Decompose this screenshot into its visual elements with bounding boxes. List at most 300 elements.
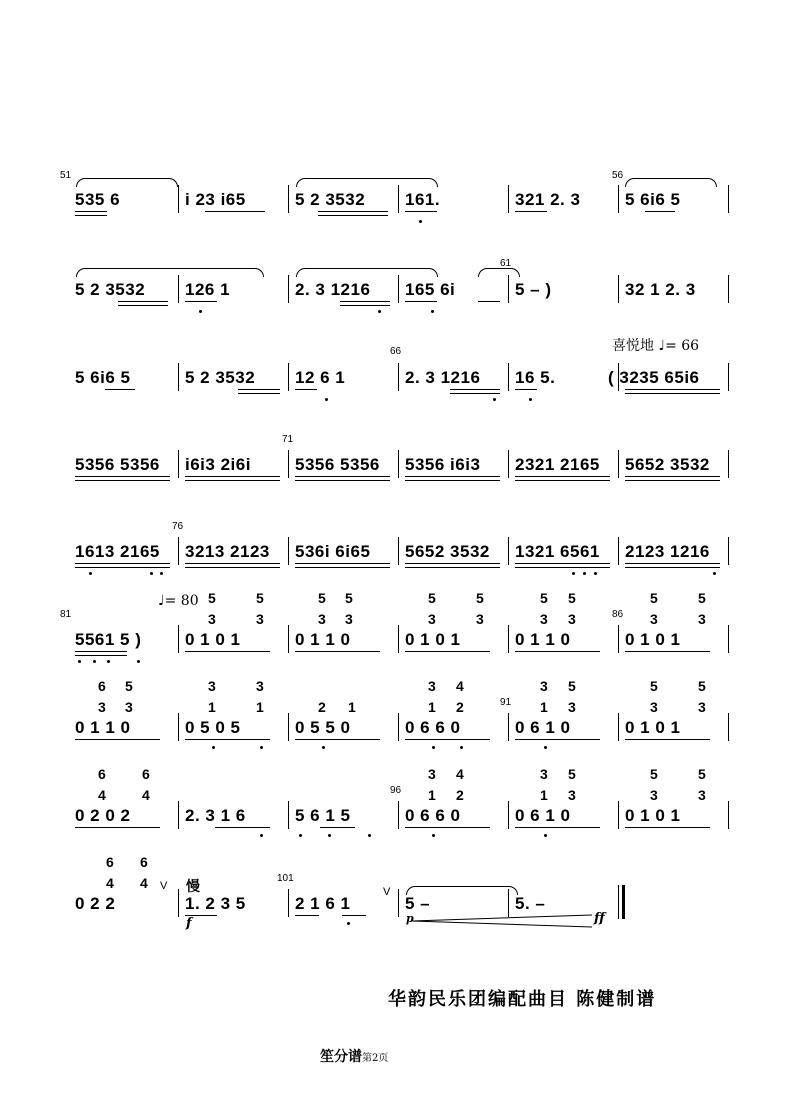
dynamic-piano: p	[406, 912, 414, 925]
underline	[75, 211, 107, 212]
barline	[508, 450, 509, 478]
slur	[625, 178, 717, 187]
measure: 0 1 0 1	[185, 630, 241, 649]
measure: 5561 5 )	[75, 630, 142, 649]
harmony-note: 2	[456, 787, 464, 803]
underline	[515, 211, 547, 212]
measure: 5 –	[405, 894, 431, 913]
barline	[288, 363, 289, 391]
slur	[296, 268, 438, 277]
measure: 0 1 0 1	[405, 630, 461, 649]
underline	[478, 301, 500, 302]
underline	[405, 651, 490, 652]
harmony-note: 3	[208, 611, 216, 627]
underline	[185, 563, 280, 564]
low-dot	[572, 572, 575, 575]
barline	[288, 537, 289, 565]
harmony-note: 3	[125, 699, 133, 715]
barline	[618, 450, 619, 478]
harmony-note: 5	[650, 590, 658, 606]
low-dot	[93, 660, 96, 663]
barline	[508, 537, 509, 565]
barline	[508, 801, 509, 829]
barline	[178, 363, 179, 391]
measure: 3213 2123	[185, 542, 270, 561]
barline	[398, 275, 399, 303]
underline	[185, 480, 280, 481]
underline	[105, 389, 135, 390]
underline	[215, 827, 270, 828]
measure: 321 2. 3	[515, 190, 581, 209]
barline	[728, 625, 729, 653]
harmony-note: 3	[318, 611, 326, 627]
harmony-note: 6	[98, 766, 106, 782]
measure: 2 1 6 1	[295, 894, 351, 913]
harmony-note: 3	[698, 699, 706, 715]
barline	[728, 713, 729, 741]
measure: 12 6 1	[295, 368, 346, 387]
measure: 0 6 1 0	[515, 806, 571, 825]
underline	[405, 301, 437, 302]
crescendo-hairpin-icon	[412, 914, 597, 928]
harmony-note: 4	[106, 875, 114, 891]
measure-number: 96	[390, 785, 402, 796]
underline	[515, 567, 610, 568]
underline	[340, 301, 390, 302]
underline	[118, 305, 168, 306]
measure: 5652 3532	[625, 455, 710, 474]
barline	[178, 275, 179, 303]
underline	[238, 389, 280, 390]
measure: 5356 5356	[75, 455, 160, 474]
low-dot	[431, 310, 434, 313]
low-dot	[322, 746, 325, 749]
underline	[185, 567, 280, 568]
measure: 32 1 2. 3	[625, 280, 696, 299]
harmony-note: 5	[540, 590, 548, 606]
harmony-note: 6	[98, 678, 106, 694]
underline	[75, 567, 170, 568]
measure-number: 61	[500, 258, 512, 269]
measure: 535 6	[75, 190, 121, 209]
measure: 0 1 1 0	[75, 718, 131, 737]
measure: 2. 3 1216	[295, 280, 371, 299]
underline	[405, 827, 490, 828]
harmony-note: 3	[540, 678, 548, 694]
measure: 126 1	[185, 280, 231, 299]
barline	[288, 889, 289, 917]
harmony-note: 3	[650, 787, 658, 803]
harmony-note: 5	[698, 678, 706, 694]
harmony-note: 5	[345, 590, 353, 606]
measure-number: 81	[60, 609, 72, 620]
footer-page: 第2页	[362, 1053, 389, 1064]
underline	[625, 567, 720, 568]
slur	[76, 268, 264, 277]
barline	[178, 801, 179, 829]
low-dot	[419, 220, 422, 223]
tempo-marking	[612, 335, 699, 355]
low-dot	[544, 834, 547, 837]
harmony-note: 3	[345, 611, 353, 627]
final-barline-thin	[618, 885, 619, 919]
measure: 1. 2 3 5	[185, 894, 246, 913]
measure-number: 91	[500, 697, 512, 708]
final-barline-thick	[622, 885, 625, 919]
measure-number: 56	[612, 170, 624, 181]
barline	[178, 537, 179, 565]
harmony-note: 4	[456, 766, 464, 782]
measure: 2123 1216	[625, 542, 710, 561]
barline	[508, 889, 509, 917]
underline	[295, 563, 390, 564]
low-dot	[160, 572, 163, 575]
barline	[288, 625, 289, 653]
barline	[178, 889, 179, 917]
underline	[75, 739, 160, 740]
quarter-note-icon: ♩	[158, 593, 165, 609]
underline	[515, 827, 600, 828]
barline	[728, 801, 729, 829]
underline	[75, 480, 170, 481]
barline	[178, 625, 179, 653]
measure: 0 1 0 1	[625, 806, 681, 825]
low-dot	[432, 834, 435, 837]
barline	[728, 450, 729, 478]
harmony-note: 2	[456, 699, 464, 715]
measure-number: 66	[390, 346, 402, 357]
measure: 5 2 3532	[185, 368, 256, 387]
underline	[515, 563, 610, 564]
barline	[398, 801, 399, 829]
underline	[405, 480, 500, 481]
barline	[728, 185, 729, 213]
measure: 5 2 3532	[295, 190, 366, 209]
slur	[478, 268, 520, 277]
underline	[645, 211, 675, 212]
harmony-note: 6	[142, 766, 150, 782]
underline	[295, 480, 390, 481]
underline	[295, 389, 317, 390]
footer-title: 笙分谱	[320, 1049, 362, 1065]
low-dot	[347, 922, 350, 925]
slow-marking: 慢	[186, 879, 200, 895]
harmony-note: 3	[650, 699, 658, 715]
arranger-credit: 华韵民乐团编配曲目 陈健制谱	[388, 989, 657, 1010]
harmony-note: 5	[428, 590, 436, 606]
barline	[508, 185, 509, 213]
measure: 1321 6561	[515, 542, 600, 561]
underline	[295, 567, 390, 568]
barline	[288, 713, 289, 741]
barline	[288, 801, 289, 829]
harmony-note: 3	[568, 611, 576, 627]
low-dot	[544, 746, 547, 749]
measure: 0 6 6 0	[405, 718, 461, 737]
dynamic-fortissimo: ff	[594, 911, 605, 926]
underline	[318, 211, 388, 212]
harmony-note: 3	[540, 766, 548, 782]
underline	[515, 651, 600, 652]
underline	[75, 655, 127, 656]
barline	[288, 450, 289, 478]
harmony-note: 3	[650, 611, 658, 627]
barline	[508, 363, 509, 391]
dynamic-forte: f	[186, 916, 192, 931]
underline	[405, 476, 500, 477]
measure: 5356 5356	[295, 455, 380, 474]
measure: 161.	[405, 190, 441, 209]
barline	[508, 625, 509, 653]
measure: i6i3 2i6i	[185, 455, 251, 474]
breath-mark-icon: V	[160, 880, 168, 892]
harmony-note: 6	[140, 854, 148, 870]
low-dot	[137, 660, 140, 663]
harmony-note: 3	[428, 678, 436, 694]
underline	[185, 301, 217, 302]
underline	[625, 739, 710, 740]
underline	[625, 563, 720, 564]
barline	[618, 275, 619, 303]
underline	[295, 476, 390, 477]
measure: 0 1 0 1	[625, 718, 681, 737]
low-dot	[460, 746, 463, 749]
barline	[728, 537, 729, 565]
measure: 1613 2165	[75, 542, 160, 561]
slur	[296, 178, 438, 187]
quarter-note-icon: ♩	[658, 338, 666, 354]
harmony-note: 5	[318, 590, 326, 606]
harmony-note: 1	[428, 699, 436, 715]
underline	[320, 827, 355, 828]
barline	[178, 713, 179, 741]
measure: i 23 i65	[185, 190, 246, 209]
slur	[76, 178, 178, 187]
page-footer	[320, 1046, 388, 1066]
measure: 16 5.	[515, 368, 556, 387]
low-dot	[212, 746, 215, 749]
underline	[405, 567, 500, 568]
harmony-note: 1	[540, 787, 548, 803]
underline	[238, 393, 280, 394]
harmony-note: 3	[698, 787, 706, 803]
underline	[625, 393, 720, 394]
underline	[75, 476, 170, 477]
harmony-note: 1	[256, 699, 264, 715]
harmony-note: 5	[568, 590, 576, 606]
underline	[185, 476, 280, 477]
measure: 0 5 0 5	[185, 718, 241, 737]
barline	[288, 185, 289, 213]
harmony-note: 3	[568, 699, 576, 715]
barline	[398, 713, 399, 741]
barline	[618, 537, 619, 565]
low-dot	[328, 834, 331, 837]
harmony-note: 4	[140, 875, 148, 891]
underline	[75, 651, 127, 652]
underline	[318, 215, 388, 216]
harmony-note: 5	[208, 590, 216, 606]
measure: 0 1 0 1	[625, 630, 681, 649]
harmony-note: 3	[98, 699, 106, 715]
underline	[405, 563, 500, 564]
measure: 5 6 1 5	[295, 806, 351, 825]
measure: 536i 6i65	[295, 542, 371, 561]
low-dot	[107, 660, 110, 663]
harmony-note: 5	[476, 590, 484, 606]
measure: 0 1 1 0	[515, 630, 571, 649]
underline	[625, 651, 710, 652]
underline	[75, 563, 170, 564]
low-dot	[325, 398, 328, 401]
underline	[118, 301, 168, 302]
low-dot	[150, 572, 153, 575]
harmony-note: 5	[256, 590, 264, 606]
measure-number: 51	[60, 170, 72, 181]
underline	[295, 651, 380, 652]
measure: 5652 3532	[405, 542, 490, 561]
harmony-note: 2	[318, 699, 326, 715]
harmony-note: 5	[568, 766, 576, 782]
harmony-note: 3	[476, 611, 484, 627]
harmony-note: 5	[650, 766, 658, 782]
underline	[185, 739, 270, 740]
underline	[340, 305, 390, 306]
underline	[625, 476, 720, 477]
low-dot	[594, 572, 597, 575]
underline	[295, 739, 380, 740]
barline	[508, 275, 509, 303]
harmony-note: 1	[348, 699, 356, 715]
measure-number: 76	[172, 521, 184, 532]
underline	[515, 476, 610, 477]
barline	[398, 450, 399, 478]
barline	[398, 889, 399, 917]
harmony-note: 3	[698, 611, 706, 627]
low-dot	[299, 834, 302, 837]
low-dot	[260, 746, 263, 749]
harmony-note: 5	[125, 678, 133, 694]
measure: 165 6i	[405, 280, 456, 299]
measure: 5 6i6 5	[75, 368, 131, 387]
underline	[625, 480, 720, 481]
underline	[515, 739, 600, 740]
low-dot	[368, 834, 371, 837]
barline	[178, 185, 179, 213]
underline	[75, 215, 107, 216]
tempo-value: = 80	[164, 593, 199, 609]
measure: 2321 2165	[515, 455, 600, 474]
low-dot	[583, 572, 586, 575]
measure-number: 71	[282, 434, 294, 445]
underline	[515, 389, 537, 390]
underline	[205, 211, 265, 212]
measure: ( 3235 65i6	[608, 368, 700, 387]
harmony-note: 1	[540, 699, 548, 715]
breath-mark-icon: V	[383, 886, 391, 898]
measure: 2. 3 1 6	[185, 806, 246, 825]
barline	[618, 801, 619, 829]
underline	[405, 211, 437, 212]
harmony-note: 5	[698, 590, 706, 606]
barline	[178, 450, 179, 478]
barline	[398, 537, 399, 565]
measure: 0 1 1 0	[295, 630, 351, 649]
underline	[625, 389, 720, 390]
harmony-note: 4	[142, 787, 150, 803]
barline	[618, 185, 619, 213]
measure: 0 6 6 0	[405, 806, 461, 825]
low-dot	[378, 310, 381, 313]
measure: 0 2 0 2	[75, 806, 131, 825]
low-dot	[432, 746, 435, 749]
harmony-note: 5	[650, 678, 658, 694]
barline	[398, 185, 399, 213]
low-dot	[713, 572, 716, 575]
tempo-marking-2	[158, 593, 199, 609]
low-dot	[89, 572, 92, 575]
harmony-note: 5	[568, 678, 576, 694]
barline	[508, 713, 509, 741]
harmony-note: 3	[428, 766, 436, 782]
low-dot	[78, 660, 81, 663]
harmony-note: 4	[456, 678, 464, 694]
low-dot	[493, 398, 496, 401]
measure: 2. 3 1216	[405, 368, 481, 387]
harmony-note: 1	[428, 787, 436, 803]
harmony-note: 3	[208, 678, 216, 694]
harmony-note: 3	[256, 678, 264, 694]
low-dot	[260, 834, 263, 837]
harmony-note: 3	[568, 787, 576, 803]
low-dot	[199, 310, 202, 313]
measure-number: 86	[612, 609, 624, 620]
barline	[618, 713, 619, 741]
measure: 5 6i6 5	[625, 190, 681, 209]
harmony-note: 6	[106, 854, 114, 870]
harmony-note: 1	[208, 699, 216, 715]
tempo-value: = 66	[665, 338, 700, 354]
underline	[515, 480, 610, 481]
tempo-text: 喜悦地	[612, 338, 654, 354]
underline	[185, 651, 270, 652]
harmony-note: 4	[98, 787, 106, 803]
harmony-note: 3	[540, 611, 548, 627]
harmony-note: 5	[698, 766, 706, 782]
underline	[295, 915, 319, 916]
barline	[618, 625, 619, 653]
measure-number: 101	[277, 873, 294, 884]
measure: 0 6 1 0	[515, 718, 571, 737]
measure: 0 2 2	[75, 894, 116, 913]
barline	[728, 363, 729, 391]
barline	[288, 275, 289, 303]
underline	[450, 389, 500, 390]
measure: 5 2 3532	[75, 280, 146, 299]
underline	[405, 739, 490, 740]
underline	[450, 393, 500, 394]
measure: 5. –	[515, 894, 546, 913]
barline	[398, 625, 399, 653]
measure: 5 – )	[515, 280, 552, 299]
measure: 5356 i6i3	[405, 455, 481, 474]
underline	[342, 915, 366, 916]
harmony-note: 3	[256, 611, 264, 627]
barline	[398, 363, 399, 391]
underline	[625, 827, 710, 828]
harmony-note: 3	[428, 611, 436, 627]
barline	[728, 275, 729, 303]
